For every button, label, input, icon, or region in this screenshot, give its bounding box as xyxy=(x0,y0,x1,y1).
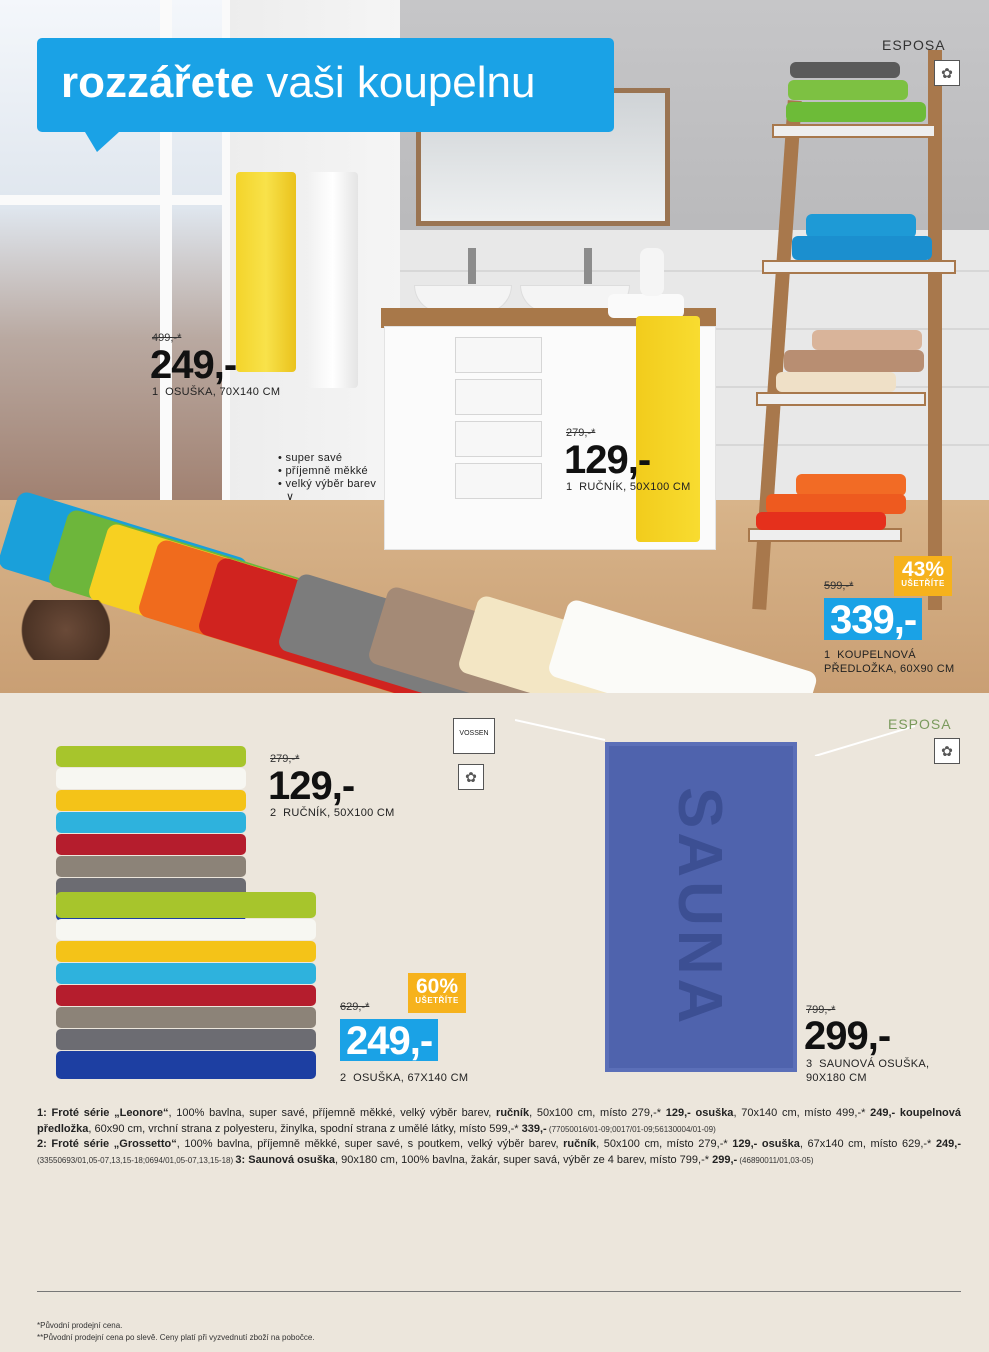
old-price: 279,-* xyxy=(270,753,300,765)
discount-badge: 60% UŠETŘÍTE xyxy=(408,973,466,1013)
old-price: 599,-* xyxy=(824,580,854,592)
sauna-print: SAUNA xyxy=(665,786,734,1028)
blue-towels-2 xyxy=(792,236,932,260)
sauna-towel xyxy=(605,742,797,1072)
product-label: 1 RUČNÍK, 50X100 CM xyxy=(566,481,691,493)
grey-towels xyxy=(790,62,900,78)
product-label: 3 SAUNOVÁ OSUŠKA, 90X180 CM xyxy=(806,1058,930,1084)
beige-towels xyxy=(812,330,922,350)
cotton-cert-icon: ✿ xyxy=(934,738,960,764)
product-label: 1 OSUŠKA, 70X140 CM xyxy=(152,386,281,398)
shelf-4 xyxy=(748,528,902,542)
product-description: 1: Froté série „Leonore“, 100% bavlna, super savé, příjemně měkké, velký výběr barev, ručník, 50x100 cm, místo 279,-* 129,- osuška, 70x140 cm, místo 499,-* 249,- koupelnová předložka, 60x90 cm, vrchní strana z polyesteru, žinylka, spodní strana z umělé látky, místo 599,-* 339,- (77050016/01-09;0017/01-09;56130004/01-09) 2: Froté série „Grossetto“, 100% bavlna, příjemně měkké, super savé, s poutkem, velký výběr barev, ručník, 50x100 cm, místo 279,-* 129,- osuška, 67x140 cm, místo 629,-* 249,- (33550693/01,05-07,13,15-18;0694/01,05-07,13,15-18) 3: Saunová osuška, 90x180 cm, 100% bavlna, žakár, super savá, výběr ze 4 barev, místo 799,-* 299,- (46890011/01,03-05) xyxy=(37,1107,962,1166)
cotton-cert-icon: ✿ xyxy=(934,60,960,86)
green-towels xyxy=(788,80,908,100)
yellow-hanging-towel xyxy=(236,172,296,372)
vase xyxy=(640,248,664,296)
sale-price: 249,- xyxy=(150,343,237,387)
divider xyxy=(37,1291,961,1292)
red-towels xyxy=(756,512,886,530)
product-label: 2 RUČNÍK, 50X100 CM xyxy=(270,807,395,819)
sale-price: 339,- xyxy=(824,598,922,640)
old-price: 279,-* xyxy=(566,427,596,439)
headline-banner xyxy=(37,38,614,132)
discount-badge: 43% UŠETŘÍTE xyxy=(894,556,952,596)
cream-towels xyxy=(776,372,896,392)
left-tap xyxy=(468,248,476,284)
brand-esposa-bottom: ESPOSA xyxy=(888,716,952,732)
yellow-draped-towel xyxy=(636,316,700,542)
orange-towels xyxy=(796,474,906,496)
shelf-3 xyxy=(756,392,926,406)
product-label: 2 OSUŠKA, 67X140 CM xyxy=(340,1072,469,1084)
feature-item: • velký výběr barev xyxy=(278,478,377,490)
cotton-cert-icon: ✿ xyxy=(458,764,484,790)
feature-item: • super savé xyxy=(278,452,343,464)
old-price: 629,-* xyxy=(340,1001,370,1013)
feature-list xyxy=(278,452,376,504)
old-price: 799,-* xyxy=(806,1004,836,1016)
old-price: 499,-* xyxy=(152,332,182,344)
shelf-1 xyxy=(772,124,936,138)
footnote: *Původní prodejní cena. xyxy=(37,1321,123,1330)
orange-towels-2 xyxy=(766,494,906,514)
page-title: rozzářete vaši koupelnu xyxy=(61,58,536,107)
sale-price: 249,- xyxy=(340,1019,438,1061)
footnote: **Původní prodejní cena po slevě. Ceny platí při vyzvednutí zboží na pobočce. xyxy=(37,1333,315,1342)
folded-white-towels xyxy=(608,294,684,318)
white-hanging-towel xyxy=(308,172,358,388)
decor-bowl xyxy=(0,600,110,660)
brand-esposa-top: ESPOSA xyxy=(882,37,946,53)
product-label: 1 KOUPELNOVÁ PŘEDLOŽKA, 60X90 CM xyxy=(824,649,955,675)
brown-towels xyxy=(784,350,924,372)
chevron-down-icon: ∨ xyxy=(286,491,295,503)
feature-item: • příjemně měkké xyxy=(278,465,368,477)
sale-price: 129,- xyxy=(564,438,651,482)
blue-towels xyxy=(806,214,916,238)
towel-stack-large xyxy=(56,892,316,1079)
vossen-logo: VOSSEN xyxy=(453,718,495,754)
sale-price: 299,- xyxy=(804,1014,891,1058)
green-towels-2 xyxy=(786,102,926,122)
shelf-2 xyxy=(762,260,956,274)
sale-price: 129,- xyxy=(268,764,355,808)
right-tap xyxy=(584,248,592,284)
